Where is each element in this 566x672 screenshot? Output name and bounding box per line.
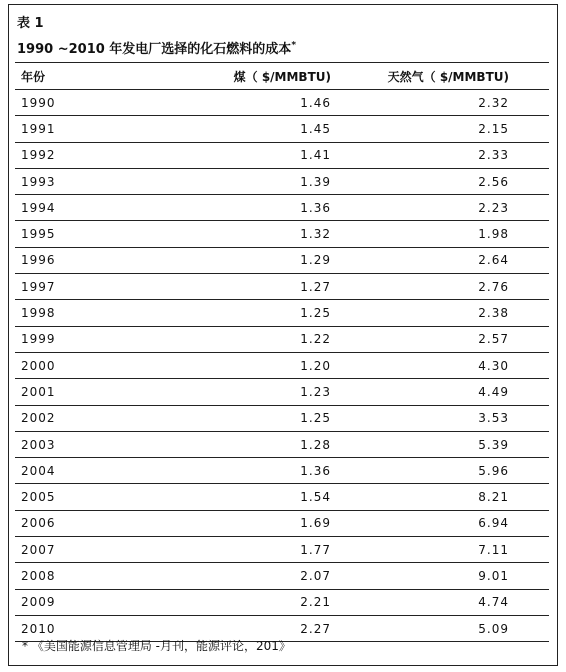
cell-gas: 2.15 [359, 116, 549, 142]
cell-gas: 2.76 [359, 274, 549, 300]
table-row [15, 484, 549, 510]
cell-coal: 1.36 [131, 458, 359, 484]
cell-coal: 1.23 [131, 379, 359, 405]
cell-year: 1995 [15, 221, 131, 247]
cell-coal: 1.28 [131, 431, 359, 457]
cell-year: 2009 [15, 589, 131, 615]
cell-gas: 6.94 [359, 510, 549, 536]
cell-coal: 1.25 [131, 300, 359, 326]
cell-year: 1993 [15, 168, 131, 194]
cell-year: 2002 [15, 405, 131, 431]
table-row [15, 352, 549, 378]
cell-gas: 2.38 [359, 300, 549, 326]
cell-coal: 1.39 [131, 168, 359, 194]
fuel-cost-table [15, 63, 549, 642]
cell-year: 1996 [15, 247, 131, 273]
cell-gas: 4.74 [359, 589, 549, 615]
cell-coal: 1.20 [131, 352, 359, 378]
cell-coal: 1.27 [131, 274, 359, 300]
cell-year: 1990 [15, 90, 131, 116]
header-year: 年份 [15, 63, 131, 90]
table-body [15, 90, 549, 642]
cell-year: 2004 [15, 458, 131, 484]
cell-year: 2007 [15, 537, 131, 563]
table-row [15, 458, 549, 484]
cell-year: 1994 [15, 195, 131, 221]
cell-gas: 3.53 [359, 405, 549, 431]
cell-year: 2006 [15, 510, 131, 536]
cell-coal: 1.54 [131, 484, 359, 510]
header-row [15, 63, 549, 90]
cell-gas: 2.64 [359, 247, 549, 273]
cell-coal: 1.36 [131, 195, 359, 221]
cell-gas: 5.96 [359, 458, 549, 484]
table-row [15, 142, 549, 168]
cell-gas: 1.98 [359, 221, 549, 247]
cell-coal: 1.29 [131, 247, 359, 273]
table-row [15, 168, 549, 194]
table-row [15, 379, 549, 405]
cell-gas: 2.33 [359, 142, 549, 168]
cell-coal: 2.27 [131, 615, 359, 641]
cell-coal: 1.45 [131, 116, 359, 142]
table-row [15, 116, 549, 142]
table-row [15, 431, 549, 457]
cell-year: 1998 [15, 300, 131, 326]
table-row [15, 274, 549, 300]
table-row [15, 326, 549, 352]
table-row [15, 537, 549, 563]
table-title [17, 38, 296, 57]
table-row [15, 195, 549, 221]
cell-coal: 1.46 [131, 90, 359, 116]
cell-gas: 9.01 [359, 563, 549, 589]
cell-gas: 5.09 [359, 615, 549, 641]
cell-coal: 1.41 [131, 142, 359, 168]
cell-gas: 2.57 [359, 326, 549, 352]
cell-year: 1997 [15, 274, 131, 300]
header-gas: 天然气（ $/MMBTU) [359, 63, 549, 90]
cell-coal: 1.77 [131, 537, 359, 563]
header-coal: 煤（ $/MMBTU) [131, 63, 359, 90]
cell-coal: 1.32 [131, 221, 359, 247]
table-row [15, 221, 549, 247]
cell-gas: 7.11 [359, 537, 549, 563]
cell-year: 2000 [15, 352, 131, 378]
table-label: 表 1 [17, 16, 44, 31]
table-row [15, 589, 549, 615]
cell-gas: 2.56 [359, 168, 549, 194]
table-row [15, 247, 549, 273]
cell-gas: 2.23 [359, 195, 549, 221]
cell-coal: 1.22 [131, 326, 359, 352]
cell-coal: 1.25 [131, 405, 359, 431]
cell-year: 2008 [15, 563, 131, 589]
title-footnote-mark: * [291, 40, 297, 51]
cell-gas: 4.30 [359, 352, 549, 378]
cell-year: 2001 [15, 379, 131, 405]
cell-year: 2010 [15, 615, 131, 641]
cell-year: 1999 [15, 326, 131, 352]
cell-year: 2003 [15, 431, 131, 457]
table-row [15, 405, 549, 431]
footnote: * 《美国能源信息管理局 -月刊，能源评论，201》 [22, 639, 291, 653]
table-row [15, 563, 549, 589]
cell-coal: 1.69 [131, 510, 359, 536]
table-row [15, 510, 549, 536]
cell-gas: 8.21 [359, 484, 549, 510]
table-row [15, 300, 549, 326]
cell-gas: 5.39 [359, 431, 549, 457]
cell-year: 1992 [15, 142, 131, 168]
table-title-text: 1990 ~2010 年发电厂选择的化石燃料的成本 [17, 42, 292, 57]
cell-coal: 2.07 [131, 563, 359, 589]
cell-gas: 4.49 [359, 379, 549, 405]
table-row [15, 90, 549, 116]
cell-gas: 2.32 [359, 90, 549, 116]
cell-coal: 2.21 [131, 589, 359, 615]
cell-year: 2005 [15, 484, 131, 510]
cell-year: 1991 [15, 116, 131, 142]
